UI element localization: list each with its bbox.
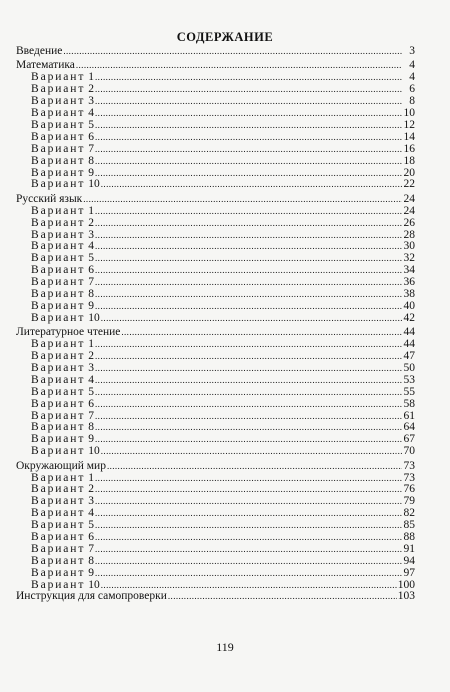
toc-variant-number: 7: [88, 276, 95, 289]
toc-page-number: 61: [403, 409, 415, 422]
toc-variant-number: 9: [88, 566, 95, 579]
dot-leader: [95, 508, 402, 520]
dot-leader: [95, 520, 402, 532]
toc-page-number: 40: [403, 299, 415, 312]
toc-entry-label: Вариант: [31, 107, 86, 120]
toc-entry-label: Вариант: [31, 350, 86, 363]
toc-page-number: 12: [403, 118, 415, 131]
toc-entry-label: Вариант: [31, 252, 86, 265]
dot-leader: [95, 289, 402, 301]
toc-entry-label: Вариант: [31, 495, 86, 508]
toc-subentry: [16, 144, 415, 156]
dot-leader: [95, 96, 402, 108]
toc-page-number: 73: [403, 471, 415, 484]
toc-page-number: 4: [409, 59, 415, 72]
dot-leader: [101, 446, 402, 458]
toc-entry-label: Вариант: [31, 311, 86, 324]
toc-variant-number: 3: [88, 95, 95, 108]
dot-leader: [95, 120, 402, 132]
dot-leader: [95, 206, 402, 218]
toc-variant-number: 9: [88, 166, 95, 179]
toc-page-number: 6: [409, 83, 415, 96]
toc-variant-number: 7: [88, 542, 95, 555]
toc-entry-label: Инструкция для самопроверки: [16, 590, 167, 603]
dot-leader: [95, 473, 402, 485]
dot-leader: [121, 327, 402, 339]
toc-page-number: 34: [403, 264, 415, 277]
toc-entry-label: Вариант: [31, 566, 86, 579]
toc-page-number: 32: [403, 252, 415, 265]
toc-page-number: 103: [397, 590, 415, 603]
dot-leader: [101, 313, 402, 325]
toc-entry-label: Вариант: [31, 240, 86, 253]
toc-entry-label: Литературное чтение: [16, 326, 121, 339]
toc-page-number: 16: [403, 142, 415, 155]
toc-page-number: 55: [403, 385, 415, 398]
toc-page-number: 58: [403, 397, 415, 410]
toc-variant-number: 2: [88, 83, 95, 96]
toc-subentry: [16, 156, 415, 168]
toc-page-number: 91: [403, 542, 415, 555]
dot-leader: [95, 156, 402, 168]
toc-entry-label: Вариант: [31, 373, 86, 386]
dot-leader: [95, 241, 402, 253]
toc-variant-number: 8: [88, 554, 95, 567]
dot-leader: [83, 194, 402, 206]
toc-subentry: [16, 556, 415, 568]
toc-entry-label: Вариант: [31, 264, 86, 277]
dot-leader: [107, 461, 402, 473]
dot-leader: [168, 591, 397, 603]
toc-subentry: [16, 375, 415, 387]
toc-subentry: [16, 218, 415, 230]
toc-entry-label: Вариант: [31, 288, 86, 300]
toc-entry-label: Вариант: [31, 154, 86, 167]
dot-leader: [95, 218, 402, 230]
toc-variant-number: 1: [88, 338, 95, 351]
table-of-contents: [16, 46, 415, 603]
toc-entry-label: Вариант: [31, 397, 86, 410]
toc-subentry: [16, 399, 415, 411]
toc-entry-label: Вариант: [31, 483, 86, 496]
toc-entry: [16, 194, 415, 206]
toc-variant-number: 7: [88, 142, 95, 155]
dot-leader: [95, 363, 402, 375]
toc-entry-label: Вариант: [31, 531, 86, 543]
dot-leader: [63, 46, 402, 58]
toc-variant-number: 10: [88, 578, 100, 591]
toc-subentry: [16, 387, 415, 399]
toc-page-number: 88: [403, 531, 415, 543]
toc-entry-label: Вариант: [31, 471, 86, 484]
dot-leader: [95, 496, 402, 508]
toc-entry-label: Вариант: [31, 519, 86, 532]
toc-subentry: [16, 313, 415, 325]
toc-page-number: 26: [403, 216, 415, 229]
toc-entry-label: Вариант: [31, 95, 86, 108]
toc-entry-label: Вариант: [31, 299, 86, 312]
toc-page-number: 36: [403, 276, 415, 289]
toc-variant-number: 9: [88, 433, 95, 446]
toc-variant-number: 8: [88, 288, 95, 300]
dot-leader: [95, 544, 402, 556]
toc-page-number: 42: [403, 311, 415, 324]
dot-leader: [95, 399, 402, 411]
toc-entry-label: Введение: [16, 45, 63, 57]
toc-entry-label: Окружающий мир: [16, 459, 106, 472]
dot-leader: [95, 351, 402, 363]
dot-leader: [95, 84, 402, 96]
toc-variant-number: 4: [88, 107, 95, 120]
toc-entry-label: Вариант: [31, 409, 86, 422]
toc-entry-label: Вариант: [31, 433, 86, 446]
page-number: 119: [216, 640, 234, 654]
toc-variant-number: 5: [88, 118, 95, 131]
toc-entry-label: Вариант: [31, 130, 86, 143]
toc-entry-label: Математика: [16, 59, 75, 72]
toc-variant-number: 5: [88, 252, 95, 265]
toc-page-number: 76: [403, 483, 415, 496]
toc-page-number: 79: [403, 495, 415, 508]
toc-variant-number: 4: [88, 507, 95, 520]
toc-entry-label: Вариант: [31, 445, 86, 458]
toc-variant-number: 4: [88, 240, 95, 253]
dot-leader: [95, 144, 402, 156]
toc-page-number: 100: [397, 578, 415, 591]
toc-page-number: 22: [403, 178, 415, 191]
dot-leader: [95, 484, 402, 496]
toc-entry: [16, 591, 415, 603]
toc-entry-label: Вариант: [31, 118, 86, 131]
dot-leader: [95, 301, 402, 313]
toc-page-number: 73: [403, 459, 415, 472]
toc-variant-number: 9: [88, 299, 95, 312]
dot-leader: [95, 411, 402, 423]
toc-entry-label: Вариант: [31, 578, 86, 591]
toc-subentry: [16, 568, 415, 580]
dot-leader: [95, 434, 402, 446]
toc-page-number: 38: [403, 288, 415, 300]
toc-variant-number: 5: [88, 519, 95, 532]
toc-entry-label: Вариант: [31, 554, 86, 567]
toc-subentry: [16, 206, 415, 218]
toc-page-number: 8: [409, 95, 415, 108]
toc-variant-number: 4: [88, 373, 95, 386]
toc-page-number: 18: [403, 154, 415, 167]
toc-page-number: 20: [403, 166, 415, 179]
toc-variant-number: 8: [88, 421, 95, 434]
toc-page-number: 24: [403, 192, 415, 205]
toc-entry-label: Вариант: [31, 507, 86, 520]
dot-leader: [76, 60, 402, 72]
toc-page-number: 30: [403, 240, 415, 253]
dot-leader: [95, 387, 402, 399]
toc-entry-label: Вариант: [31, 83, 86, 96]
toc-variant-number: 5: [88, 385, 95, 398]
toc-subentry: [16, 179, 415, 191]
toc-page-number: 70: [403, 445, 415, 458]
dot-leader: [95, 532, 402, 544]
toc-entry-label: Русский язык: [16, 192, 83, 205]
dot-leader: [95, 230, 402, 242]
toc-page-number: 3: [409, 45, 415, 57]
toc-variant-number: 6: [88, 397, 95, 410]
toc-variant-number: 2: [88, 483, 95, 496]
toc-variant-number: 6: [88, 531, 95, 543]
toc-variant-number: 6: [88, 264, 95, 277]
dot-leader: [95, 253, 402, 265]
toc-variant-number: 1: [88, 71, 95, 84]
toc-subentry: [16, 544, 415, 556]
toc-entry-label: Вариант: [31, 178, 86, 191]
toc-variant-number: 3: [88, 495, 95, 508]
dot-leader: [95, 72, 402, 84]
toc-page-number: 28: [403, 228, 415, 241]
dot-leader: [95, 375, 402, 387]
toc-variant-number: 1: [88, 471, 95, 484]
toc-entry: [16, 461, 415, 473]
dot-leader: [95, 265, 402, 277]
toc-entry-label: Вариант: [31, 166, 86, 179]
dot-leader: [101, 179, 402, 191]
toc-entry-label: Вариант: [31, 542, 86, 555]
toc-entry-label: Вариант: [31, 71, 86, 84]
toc-entry-label: Вариант: [31, 204, 86, 217]
toc-variant-number: 10: [88, 178, 100, 191]
toc-page-number: 85: [403, 519, 415, 532]
toc-entry-label: Вариант: [31, 276, 86, 289]
toc-variant-number: 2: [88, 350, 95, 363]
toc-entry-label: Вариант: [31, 421, 86, 434]
toc-variant-number: 3: [88, 361, 95, 374]
toc-page-number: 53: [403, 373, 415, 386]
dot-leader: [95, 568, 402, 580]
toc-subentry: [16, 301, 415, 313]
toc-page-number: 47: [403, 350, 415, 363]
toc-variant-number: 2: [88, 216, 95, 229]
toc-variant-number: 6: [88, 130, 95, 143]
toc-page-number: 50: [403, 361, 415, 374]
toc-entry: [16, 46, 415, 58]
toc-variant-number: 10: [88, 445, 100, 458]
dot-leader: [95, 108, 402, 120]
toc-variant-number: 10: [88, 311, 100, 324]
dot-leader: [95, 339, 402, 351]
toc-entry-label: Вариант: [31, 142, 86, 155]
toc-entry-label: Вариант: [31, 385, 86, 398]
toc-page-number: 4: [409, 71, 415, 84]
toc-subentry: [16, 446, 415, 458]
dot-leader: [95, 168, 402, 180]
toc-page-number: 82: [403, 507, 415, 520]
toc-entry-label: Вариант: [31, 338, 86, 351]
dot-leader: [95, 422, 402, 434]
toc-page-number: 10: [403, 107, 415, 120]
toc-variant-number: 7: [88, 409, 95, 422]
toc-entry-label: Вариант: [31, 228, 86, 241]
dot-leader: [95, 277, 402, 289]
page-title: СОДЕРЖАНИЕ: [176, 30, 274, 44]
toc-variant-number: 1: [88, 204, 95, 217]
toc-page-number: 67: [403, 433, 415, 446]
toc-page-number: 44: [403, 338, 415, 351]
toc-entry-label: Вариант: [31, 216, 86, 229]
toc-page-number: 14: [403, 130, 415, 143]
toc-page-number: 97: [403, 566, 415, 579]
toc-page-number: 24: [403, 204, 415, 217]
toc-page-number: 44: [403, 326, 415, 339]
dot-leader: [95, 556, 402, 568]
toc-subentry: [16, 132, 415, 144]
dot-leader: [95, 132, 402, 144]
toc-entry-label: Вариант: [31, 361, 86, 374]
toc-page-number: 64: [403, 421, 415, 434]
toc-variant-number: 8: [88, 154, 95, 167]
toc-variant-number: 3: [88, 228, 95, 241]
toc-page-number: 94: [403, 554, 415, 567]
